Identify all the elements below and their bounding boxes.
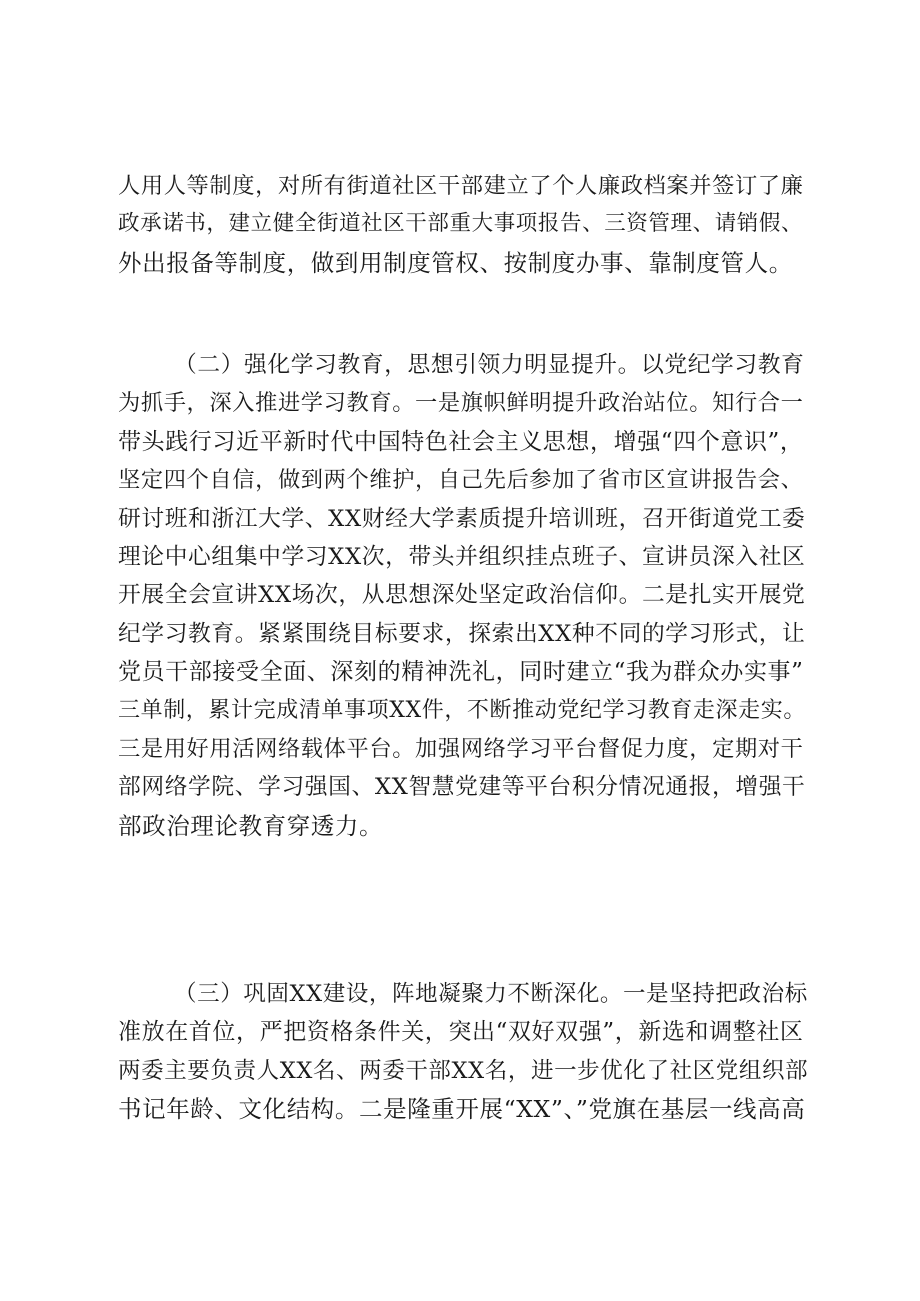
text-line: 两委主要负责人XX名、两委干部XX名，进一步优化了社区党组织部 bbox=[118, 1057, 809, 1084]
paragraph-institutional-rules bbox=[118, 167, 808, 282]
text-line: 部政治理论教育穿透力。 bbox=[118, 811, 384, 840]
text-line: 准放在首位，严把资格条件关，突出“双好双强”，新选和调整社区 bbox=[118, 1019, 804, 1046]
text-line: 纪学习教育。紧紧围绕目标要求，探索出XX种不同的学习形式，让 bbox=[118, 620, 806, 647]
text-line: 带头践行习近平新时代中国特色社会主义思想，增强“四个意识”， bbox=[118, 428, 804, 455]
text-line: 三是用好用活网络载体平台。加强网络学习平台督促力度，定期对干 bbox=[118, 735, 804, 762]
text-line: 理论中心组集中学习XX次，带头并组织挂点班子、宣讲员深入社区 bbox=[118, 543, 806, 570]
text-line: 人用人等制度，对所有街道社区干部建立了个人廉政档案并签订了廉 bbox=[118, 173, 804, 199]
paragraph-study-education bbox=[118, 346, 808, 845]
text-line: 部网络学院、学习强国、XX智慧党建等平台积分情况通报，增强干 bbox=[118, 774, 806, 801]
text-line: 三单制，累计完成清单事项XX件，不断推动党纪学习教育走深走实。 bbox=[118, 697, 806, 723]
text-line: 书记年龄、文化结构。二是隆重开展“XX”、”党旗在基层一线高高 bbox=[118, 1095, 806, 1124]
text-line: （二）强化学习教育，思想引领力明显提升。以党纪学习教育 bbox=[174, 352, 805, 378]
text-line: 为抓手，深入推进学习教育。一是旗帜鲜明提升政治站位。知行合一 bbox=[118, 390, 804, 417]
text-line: 研讨班和浙江大学、XX财经大学素质提升培训班，召开街道党工委 bbox=[118, 505, 806, 532]
text-line: 政承诺书，建立健全街道社区干部重大事项报告、三资管理、请销假、 bbox=[118, 211, 804, 237]
text-line: （三）巩固XX建设，阵地凝聚力不断深化。一是坚持把政治标 bbox=[174, 981, 808, 1007]
text-line: 开展全会宣讲XX场次，从思想深处坚定政治信仰。二是扎实开展党 bbox=[118, 582, 806, 609]
text-line: 党员干部接受全面、深刻的精神洗礼，同时建立“我为群众办实事” bbox=[118, 659, 804, 686]
text-line: 坚定四个自信，做到两个维护，自己先后参加了省市区宣讲报告会、 bbox=[118, 467, 804, 494]
paragraph-party-building bbox=[118, 975, 808, 1129]
text-line: 外出报备等制度，做到用制度管权、按制度办事、靠制度管人。 bbox=[118, 248, 793, 277]
